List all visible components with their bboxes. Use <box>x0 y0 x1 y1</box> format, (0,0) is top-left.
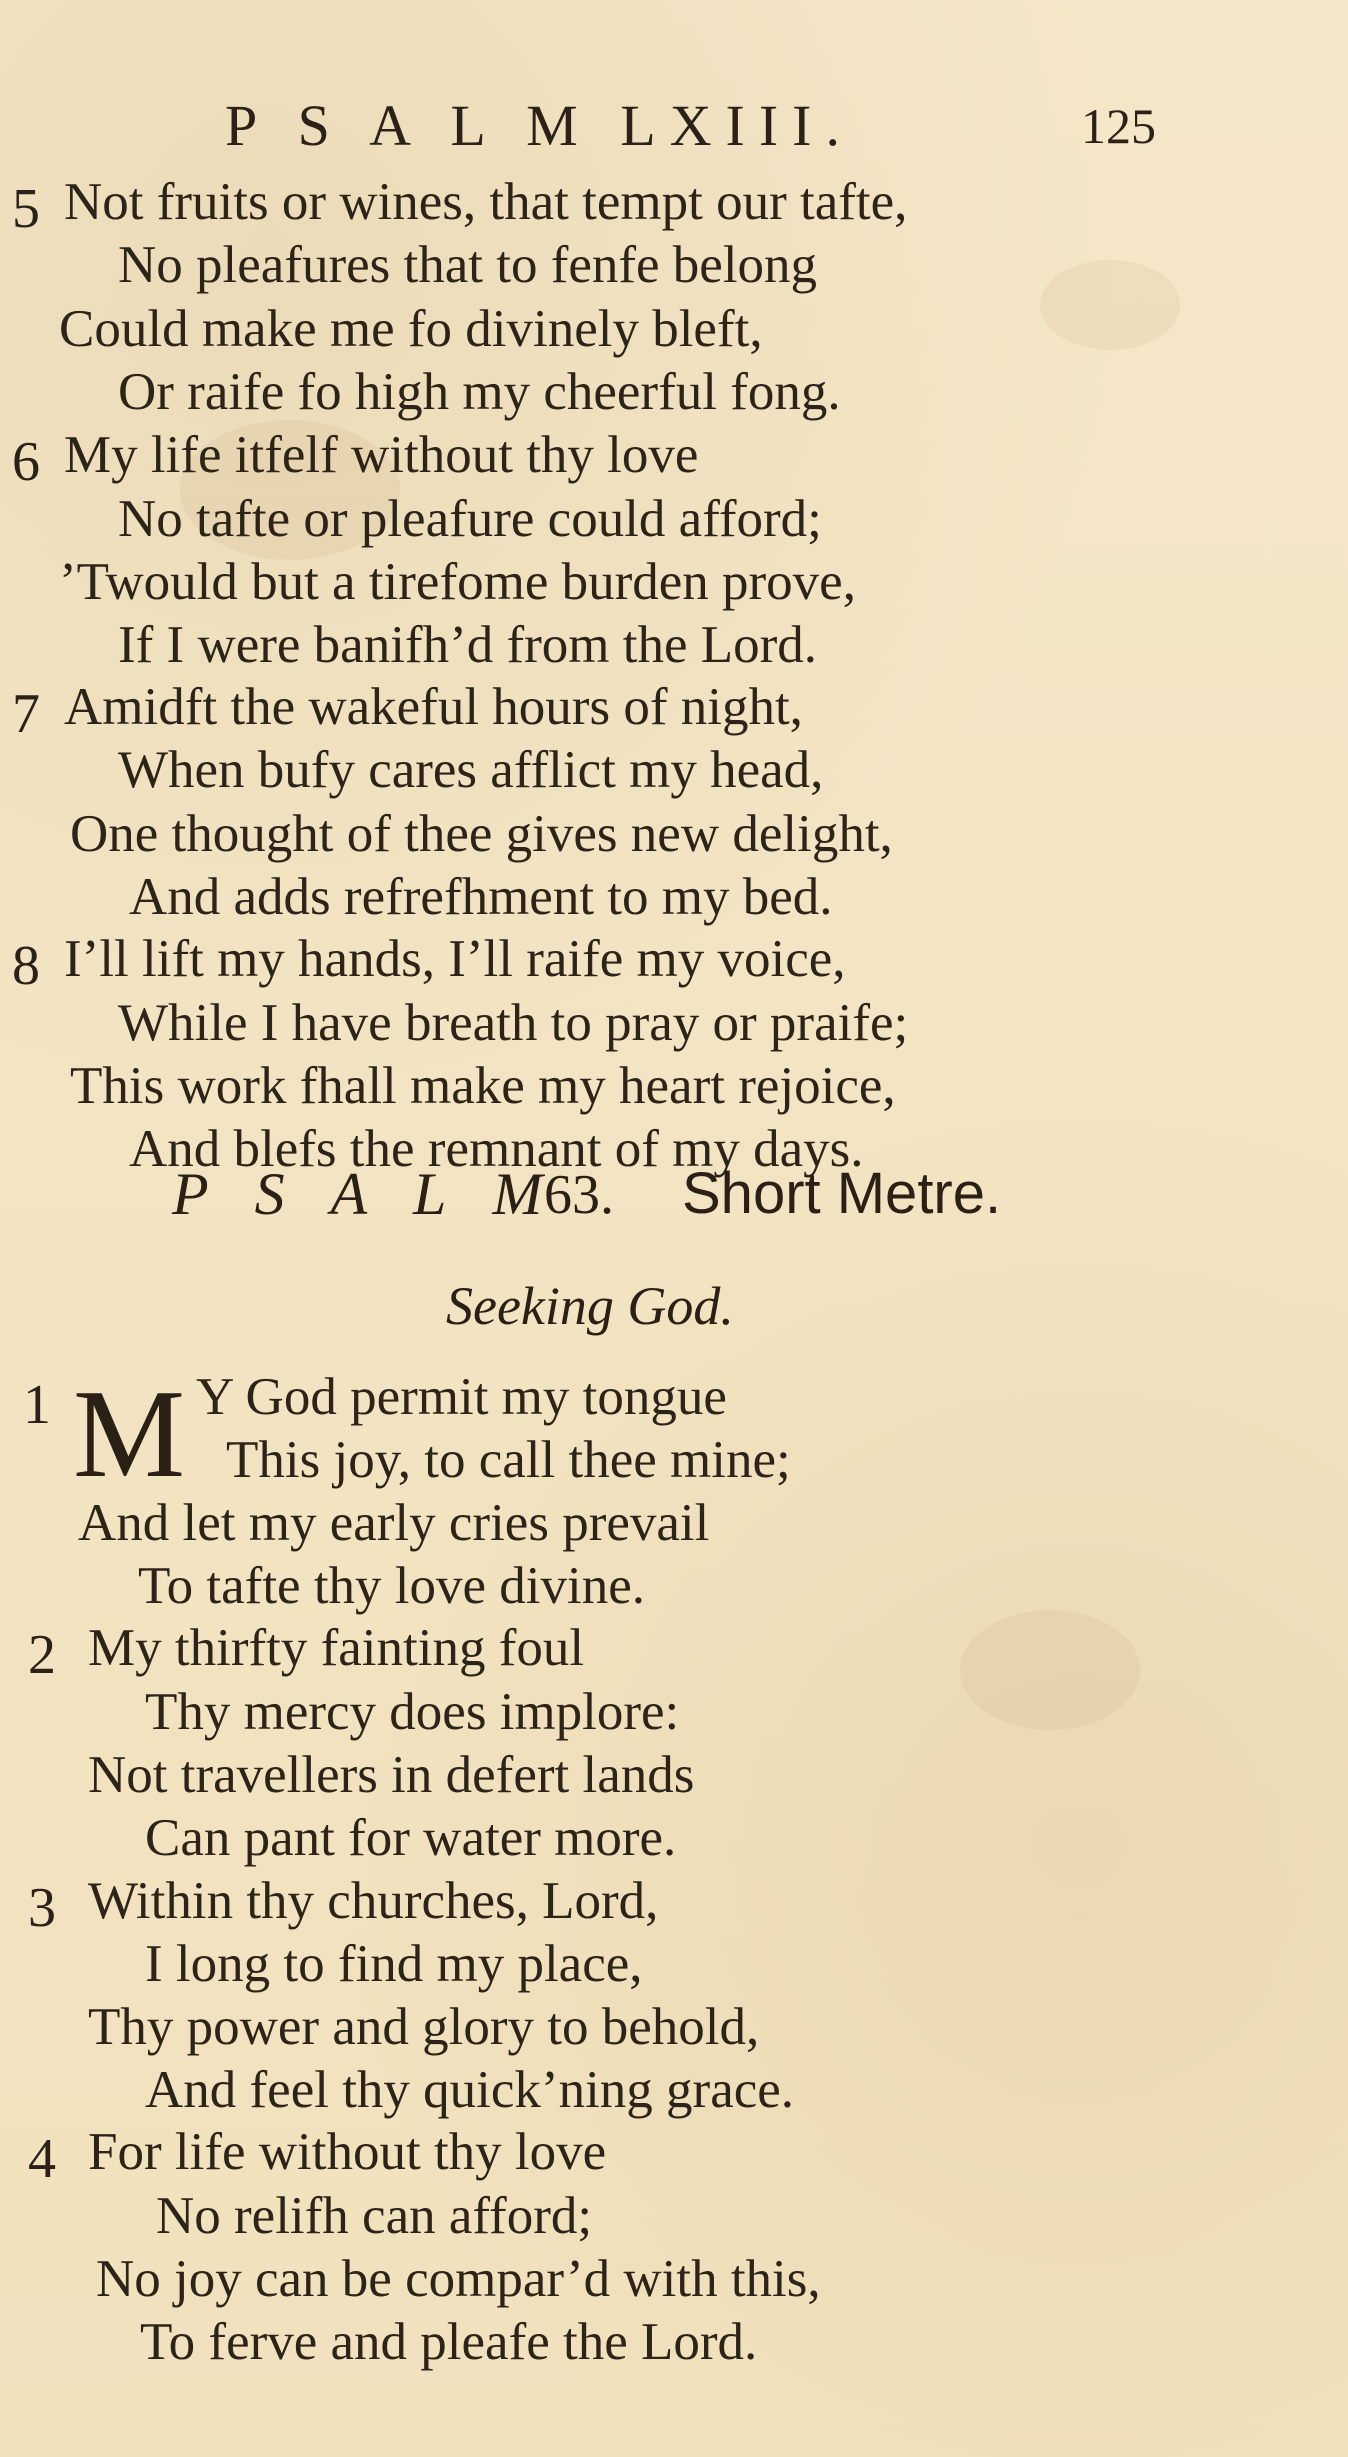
stanza-line: Thy power and glory to behold, <box>88 1998 760 2056</box>
page-stain <box>1040 260 1180 350</box>
stanza-number: 7 <box>12 683 40 745</box>
stanza-number: 2 <box>28 1624 56 1686</box>
stanza-line: And let my early cries prevail <box>78 1494 710 1552</box>
running-head: P S A L M LXIII. <box>225 93 854 158</box>
stanza-number: 1 <box>23 1374 51 1436</box>
stanza-number: 3 <box>28 1877 56 1939</box>
stanza-number: 6 <box>12 431 40 493</box>
stanza-line: One thought of thee gives new delight, <box>70 805 893 863</box>
stanza-number: 4 <box>28 2128 56 2190</box>
stanza-line: If I were banifh’d from the Lord. <box>118 616 818 674</box>
stanza-line: Y God permit my tongue <box>196 1368 727 1426</box>
stanza-line: This work fhall make my heart rejoice, <box>70 1057 896 1115</box>
stanza-line: Within thy churches, Lord, <box>88 1872 659 1930</box>
page-number: 125 <box>1081 98 1156 154</box>
stanza-line: I long to find my place, <box>145 1935 643 1993</box>
stanza-line: For life without thy love <box>88 2123 607 2181</box>
stanza-line: No tafte or pleafure could afford; <box>118 490 822 548</box>
stanza-line: While I have breath to pray or praife; <box>118 994 909 1052</box>
stanza-line: When bufy cares afflict my head, <box>118 741 824 799</box>
stanza-line: Not travellers in defert lands <box>88 1746 695 1804</box>
psalm-heading <box>172 1160 1072 1240</box>
psalm-subtitle: Seeking God. <box>446 1276 734 1336</box>
stanza-line: ’Twould but a tirefome burden prove, <box>59 553 856 611</box>
stanza-line: And feel thy quick’ning grace. <box>145 2061 795 2119</box>
metre-label: Short Metre. <box>682 1161 1002 1226</box>
stanza-line: My life itfelf without thy love <box>64 426 699 484</box>
dropcap-letter: M <box>73 1365 186 1504</box>
psalm-label: P S A L M <box>172 1161 559 1227</box>
stanza-line: Or raife fo high my cheerful fong. <box>118 363 841 421</box>
stanza-line: My thirfty fainting foul <box>88 1619 585 1677</box>
stanza-line: To ferve and pleafe the Lord. <box>140 2313 758 2371</box>
stanza-line: Amidft the wakeful hours of night, <box>64 678 803 736</box>
stanza-line: I’ll lift my hands, I’ll raife my voice, <box>64 930 846 988</box>
stanza-line: Could make me fo divinely bleft, <box>59 300 763 358</box>
stanza-line: This joy, to call thee mine; <box>226 1431 791 1489</box>
stanza-line: And blefs the remnant of my days. <box>129 1120 864 1178</box>
stanza-line: Can pant for water more. <box>145 1809 677 1867</box>
stanza-line: No pleafures that to fenfe belong <box>118 236 818 294</box>
psalm-number: 63. <box>544 1164 614 1226</box>
stanza-line: Not fruits or wines, that tempt our tafte, <box>64 173 908 231</box>
running-header <box>0 0 1348 180</box>
stanza-number: 5 <box>12 178 40 240</box>
stanza-line: Thy mercy does implore: <box>145 1683 680 1741</box>
stanza-line: No relifh can afford; <box>156 2187 593 2245</box>
stanza-number: 8 <box>12 935 40 997</box>
stanza-line: And adds refrefhment to my bed. <box>129 868 833 926</box>
page-stain <box>960 1610 1140 1730</box>
stanza-line: No joy can be compar’d with this, <box>96 2250 821 2308</box>
stanza-line: To tafte thy love divine. <box>138 1557 646 1615</box>
